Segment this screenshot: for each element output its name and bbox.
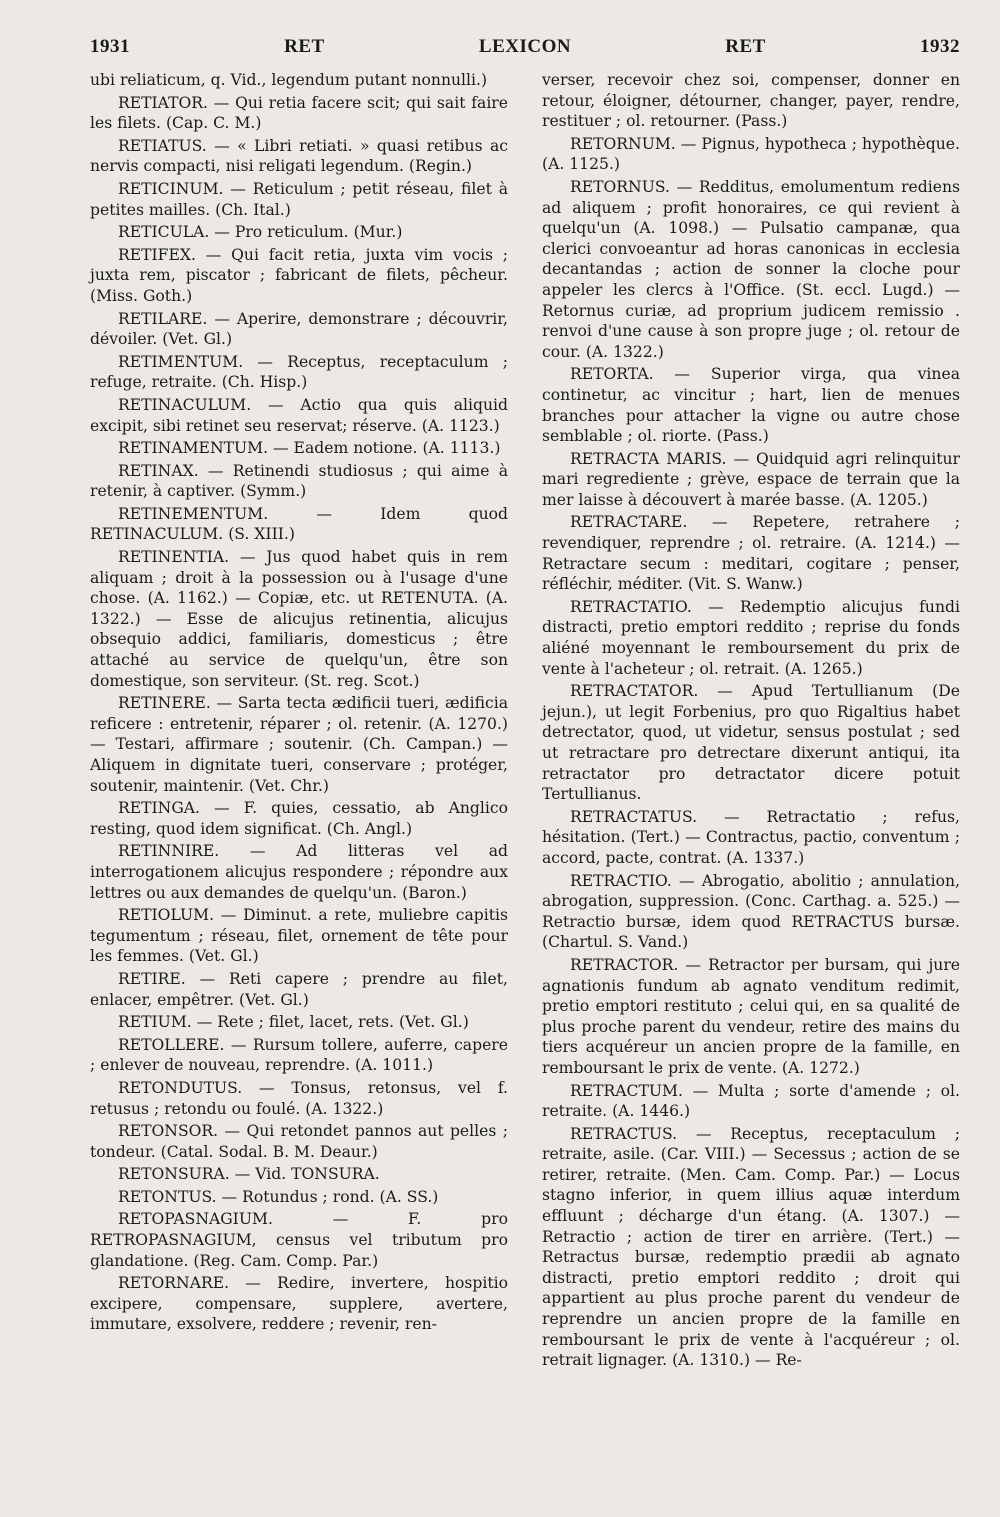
left-page-number: 1931 [90,36,130,57]
dictionary-entry: RETRACTATIO. — Redemptio alicujus fundi distracti, pretio emptori reddito ; reprise du fonds aliéné moyennant le remboursement du prix de vente à l'acheteur ; ol. retrait. (A. 1265.) [542,597,960,678]
dictionary-entry: RETORNARE. — Redire, invertere, hospitio excipere, compensare, supplere, avertere, immutare, exsolvere, reddere ; revenir, ren- [90,1274,508,1334]
dictionary-entry: RETORNUS. — Redditus, emolumentum rediens ad aliquem ; profit honoraires, ce qui revient à quelqu'un (A. 1098.) — Pulsatio campanæ, qua clerici convoeantur ad horas canonicas in ecclesia decantandas ; action de sonner la cloche pour appeler les clercs à l'Office. (St. eccl. Lugd.) — Retornus curiæ, ad proprium judicem remissio . renvoi d'une cause à son propre juge ; ol. retour de cour. (A. 1322.) [542,177,960,361]
dictionary-entry: RETIFEX. — Qui facit retia, juxta vim vocis ; juxta rem, piscator ; fabricant de filets, pêcheur. (Miss. Goth.) [90,245,508,305]
dictionary-entry: RETONSURA. — Vid. TONSURA. [118,1165,380,1184]
left-column [90,70,508,1373]
dictionary-entry: RETIUM. — Rete ; filet, lacet, rets. (Vet. Gl.) [118,1013,469,1032]
dictionary-entry: RETRACTOR. — Retractor per bursam, qui jure agnationis fundum ab agnato venditum redimit, pretio emptori restituto ; celui qui, en sa qualité de plus proche parent du vendeur, retire des mains du tiers acquéreur un ancien propre de la famille, en remboursant le prix de vente. (A. 1272.) [542,955,960,1077]
dictionary-entry: verser, recevoir chez soi, compenser, donner en retour, éloigner, détourner, changer, payer, rendre, restituer ; ol. retourner. (Pass.) [542,71,960,131]
dictionary-entry: RETINACULUM. — Actio qua quis aliquid excipit, sibi retinet seu reservat; réserve. (A. 1123.) [90,395,508,435]
dictionary-entry: RETRACTARE. — Repetere, retrahere ; revendiquer, reprendre ; ol. retraire. (A. 1214.) — Retractare secum : meditari, cogitare ; penser, réfléchir, méditer. (Vit. S. Wanw.) [542,513,960,594]
dictionary-entry: RETRACTUM. — Multa ; sorte d'amende ; ol. retraite. (A. 1446.) [542,1081,960,1121]
dictionary-entry: RETRACTATOR. — Apud Tertullianum (De jejun.), ut legit Forbenius, pro quo Rigaltius habet detrectator, quod, ut videtur, sensus postulat ; sed ut retractare pro detrectare dixerunt antiqui, ita retractator pro detractator dicere potuit Tertullianus. [542,682,960,804]
dictionary-entry: RETONSOR. — Qui retondet pannos aut pelles ; tondeur. (Catal. Sodal. B. M. Deaur.) [90,1122,508,1161]
dictionary-entry: RETIATOR. — Qui retia facere scit; qui sait faire les filets. (Cap. C. M.) [90,93,508,133]
dictionary-entry: RETINERE. — Sarta tecta ædificii tueri, ædificia reficere : entretenir, réparer ; ol. retenir. (A. 1270.) — Testari, affirmare ; soutenir. (Ch. Campan.) — Aliquem in dignitate tueri, conservare ; protéger, soutenir, maintenir. (Vet. Chr.) [90,694,508,795]
dictionary-entry: RETICINUM. — Reticulum ; petit réseau, filet à petites mailles. (Ch. Ital.) [90,179,508,219]
dictionary-entry: RETIRE. — Reti capere ; prendre au filet, enlacer, empêtrer. (Vet. Gl.) [90,969,508,1009]
left-running-head: RET [284,36,325,57]
dictionary-entry: RETIMENTUM. — Receptus, receptaculum ; refuge, retraite. (Ch. Hisp.) [90,352,508,392]
dictionary-entry: RETRACTATUS. — Retractatio ; refus, hésitation. (Tert.) — Contractus, pactio, conventum ; accord, pacte, contrat. (A. 1337.) [542,807,960,867]
dictionary-entry: RETORNUM. — Pignus, hypotheca ; hypothèque. (A. 1125.) [542,134,960,174]
dictionary-entry: RETONDUTUS. — Tonsus, retonsus, vel f. retusus ; retondu ou foulé. (A. 1322.) [90,1078,508,1118]
center-running-head: LEXICON [478,36,572,57]
dictionary-entry: RETILARE. — Aperire, demonstrare ; découvrir, dévoiler. (Vet. Gl.) [90,309,508,349]
dictionary-entry: RETINENTIA. — Jus quod habet quis in rem aliquam ; droit à la possession ou à l'usage d'une chose. (A. 1162.) — Copiæ, etc. ut RETENUTA. (A. 1322.) — Esse de alicujus retinentia, alicujus obsequio addici, familiaris, domesticus ; être attaché au service de quelqu'un, être son domestique, son serviteur. (St. reg. Scot.) [90,548,508,690]
dictionary-entry: RETRACTIO. — Abrogatio, abolitio ; annulation, abrogation, suppression. (Conc. Carthag. a. 525.) — Retractio bursæ, idem quod RETRACTUS bursæ. (Chartul. S. Vand.) [542,871,960,952]
dictionary-entry: RETIOLUM. — Diminut. a rete, muliebre capitis tegumentum ; réseau, filet, ornement de tête pour les femmes. (Vet. Gl.) [90,906,508,966]
dictionary-entry: RETRACTA MARIS. — Quidquid agri relinquitur mari regrediente ; grève, espace de terrain que la mer laisse à découvert à marée basse. (A. 1205.) [542,449,960,509]
running-header [90,36,960,66]
right-running-head: RET [725,36,766,57]
dictionary-entry: RETOLLERE. — Rursum tollere, auferre, capere ; enlever de nouveau, reprendre. (A. 1011.) [90,1035,508,1075]
dictionary-entry: RETINAX. — Retinendi studiosus ; qui aime à retenir, à captiver. (Symm.) [90,461,508,501]
right-column [542,70,960,1373]
dictionary-entry: RETINEMENTUM. — Idem quod RETINACULUM. (S. XIII.) [90,504,508,544]
dictionary-entry: RETINNIRE. — Ad litteras vel ad interrogationem alicujus respondere ; répondre aux lettres ou aux demandes de quelqu'un. (Baron.) [90,842,508,902]
dictionary-entry: RETONTUS. — Rotundus ; rond. (A. SS.) [118,1187,439,1206]
right-page-number: 1932 [919,36,960,57]
dictionary-entry: RETICULA. — Pro reticulum. (Mur.) [118,223,403,242]
dictionary-entry: RETRACTUS. — Receptus, receptaculum ; retraite, asile. (Car. VIII.) — Secessus ; action de se retirer, retraite. (Men. Cam. Comp. Par.) — Locus stagno inferior, in quem illius aquæ interdum effluunt ; décharge d'un étang. (A. 1307.) — Retractio ; action de tirer en arrière. (Tert.) — Retractus bursæ, redemptio prædii ab agnato distracti, pretio emptori reddito ; droit qui appartient au plus proche parent du vendeur de reprendre un ancien propre de la famille en remboursant le prix de vente à l'acquéreur ; ol. retrait lignager. (A. 1310.) — Re- [542,1124,960,1370]
dictionary-entry: RETORTA. — Superior virga, qua vinea continetur, ac vincitur ; hart, lien de menues branches pour attacher la vigne ou autre chose semblable ; ol. riorte. (Pass.) [542,365,960,446]
dictionary-entry: RETOPASNAGIUM. — F. pro RETROPASNAGIUM, census vel tributum pro glandatione. (Reg. Cam. Comp. Par.) [90,1210,508,1270]
dictionary-entry: ubi reliaticum, q. Vid., legendum putant nonnulli.) [90,71,488,89]
dictionary-entry: RETINGA. — F. quies, cessatio, ab Anglico resting, quod idem significat. (Ch. Angl.) [90,799,508,838]
dictionary-entry: RETINAMENTUM. — Eadem notione. (A. 1113.) [118,439,501,458]
dictionary-entry: RETIATUS. — « Libri retiati. » quasi retibus ac nervis compacti, nisi religati legendum. (Regin.) [90,136,508,176]
text-columns [90,70,960,1373]
